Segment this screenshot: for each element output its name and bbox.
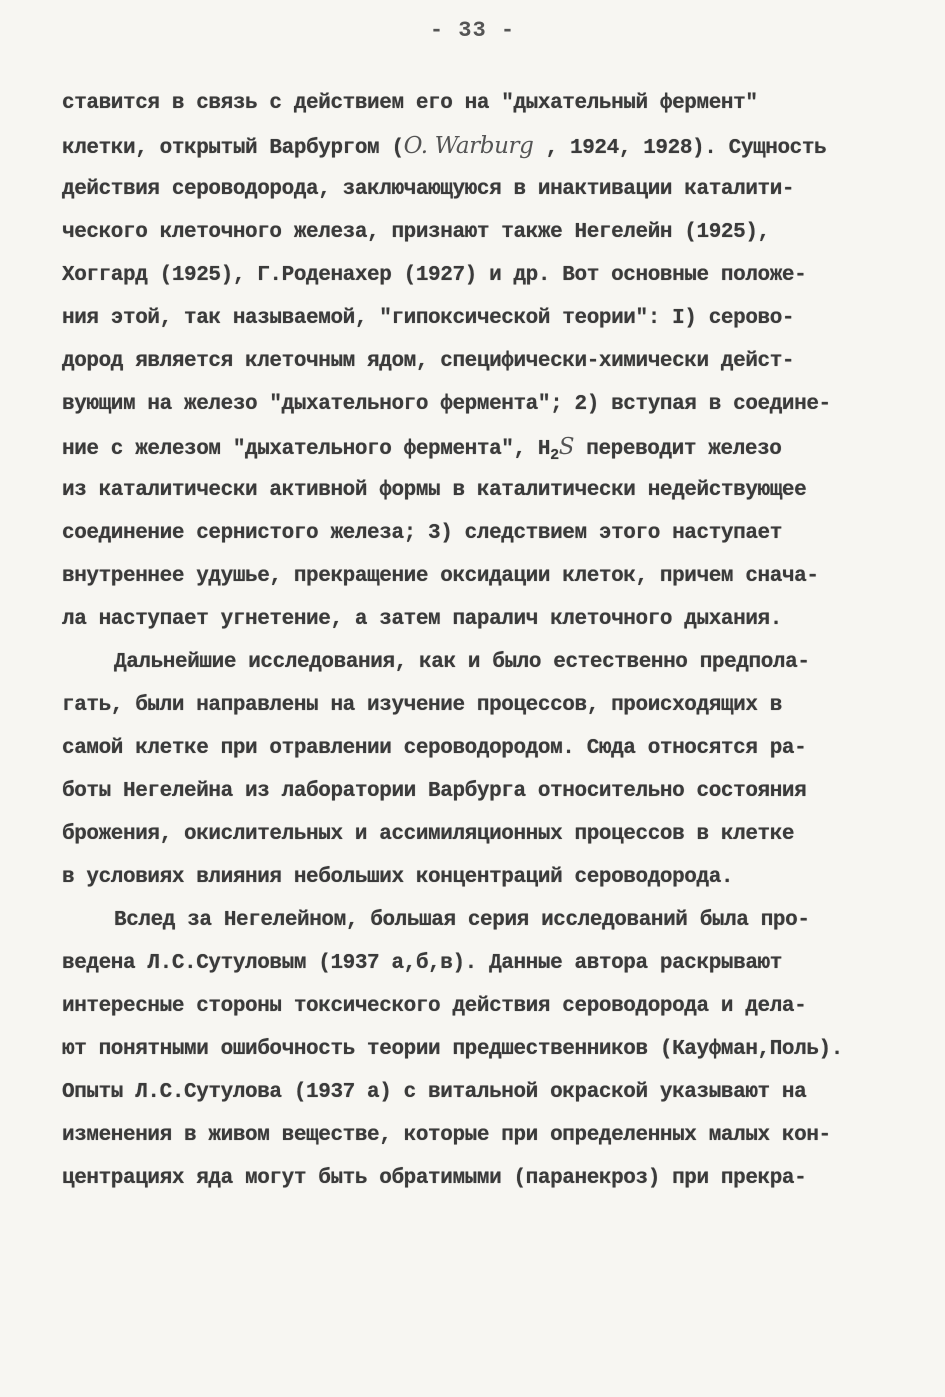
text-line: ставится в связь с действием его на "дыхательный фермент"	[62, 92, 758, 115]
text-line: ческого клеточного железа, признают также Негелейн (1925),	[62, 221, 770, 244]
text-span: клетки, открытый Варбургом (	[62, 137, 404, 160]
text-line: Вслед за Негелейном, большая серия исследований была про-	[114, 909, 810, 932]
text-line: интересные стороны токсического действия сероводорода и дела-	[62, 995, 807, 1018]
text-line: Опыты Л.С.Сутулова (1937 а) с витальной окраской указывают на	[62, 1081, 807, 1104]
text-line: действия сероводорода, заключающуюся в инактивации каталити-	[62, 178, 795, 201]
text-line: Хоггард (1925), Г.Роденахер (1927) и др. Вот основные положе-	[62, 264, 807, 287]
text-line: изменения в живом веществе, которые при определенных малых кон-	[62, 1124, 831, 1147]
text-line: центрациях яда могут быть обратимыми (паранекроз) при прекра-	[62, 1167, 807, 1190]
text-line: вующим на железо "дыхательного фермента"; 2) вступая в соедине-	[62, 393, 831, 416]
body-text	[62, 82, 892, 1200]
text-line: ют понятными ошибочность теории предшественников (Кауфман,Поль).	[62, 1038, 843, 1061]
text-span: ние с железом "дыхательного фермента", H	[62, 438, 551, 461]
handwritten-annotation: O. Warburg	[403, 133, 534, 159]
text-line: в условиях влияния небольших концентраций сероводорода.	[62, 866, 734, 889]
text-line: самой клетке при отравлении сероводородом. Сюда относятся ра-	[62, 737, 807, 760]
page-number: - 33 -	[429, 18, 516, 43]
text-line: из каталитически активной формы в каталитически недействующее	[62, 479, 807, 502]
text-line: боты Негелейна из лаборатории Варбурга относительно состояния	[62, 780, 807, 803]
text-line: дород является клеточным ядом, специфически-химически дейст-	[62, 350, 795, 373]
text-line	[62, 426, 892, 469]
handwritten-annotation: S	[558, 434, 575, 460]
text-line: внутреннее удушье, прекращение оксидации клеток, причем снача-	[62, 565, 819, 588]
text-line: ла наступает угнетение, а затем паралич клеточного дыхания.	[62, 608, 782, 631]
text-line: брожения, окислительных и ассимиляционных процессов в клетке	[62, 823, 795, 846]
text-line: соединение сернистого железа; 3) следствием этого наступает	[62, 522, 782, 545]
text-span: , 1924, 1928). Сущность	[533, 137, 827, 160]
text-line: гать, были направлены на изучение процессов, происходящих в	[62, 694, 782, 717]
text-span: переводит железо	[574, 438, 782, 461]
subscript: 2	[550, 447, 559, 465]
text-line: ведена Л.С.Сутуловым (1937 а,б,в). Данные автора раскрывают	[62, 952, 782, 975]
text-line: Дальнейшие исследования, как и было естественно предпола-	[114, 651, 810, 674]
text-line: ния этой, так называемой, "гипоксической теории": I) серово-	[62, 307, 795, 330]
text-line	[62, 125, 892, 168]
